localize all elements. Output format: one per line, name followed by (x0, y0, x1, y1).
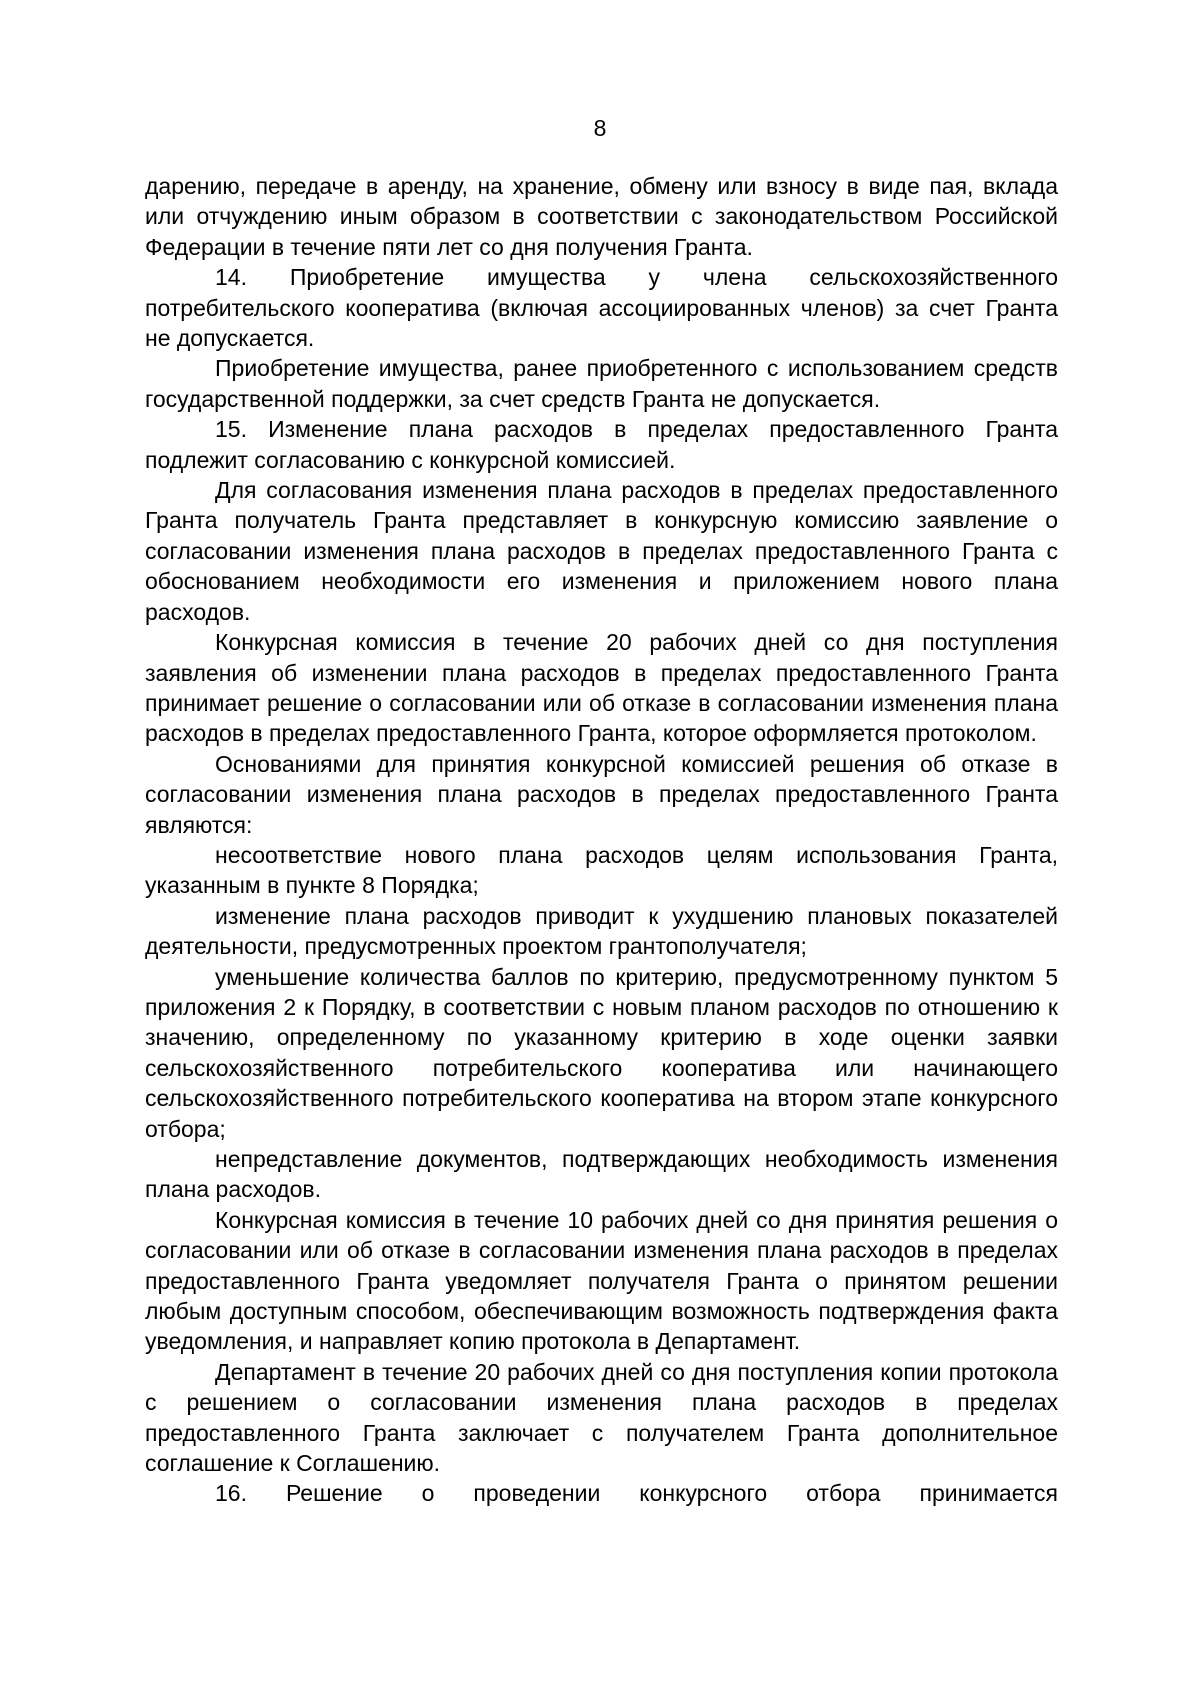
paragraph-item-15: 15. Изменение плана расходов в пределах предоставленного Гранта подлежит согласованию с конкурсной комиссией. (145, 416, 1058, 473)
paragraph: Основаниями для принятия конкурсной комиссией решения об отказе в согласовании изменения плана расходов в пределах предоставленного Гранта являются: (145, 750, 1058, 838)
list-item: уменьшение количества баллов по критерию, предусмотренному пунктом 5 приложения 2 к Порядку, в соответствии с новым планом расходов по отношению к значению, определенному по указанному критерию в ходе оценки заявки сельскохозяйственного потребительского кооператива или начинающего сельскохозяйственного потребительского кооператива на втором этапе конкурсного отбора; (145, 963, 1058, 1142)
list-item: несоответствие нового плана расходов целям использования Гранта, указанным в пункте 8 Порядка; (145, 841, 1058, 899)
paragraph: Для согласования изменения плана расходов в пределах предоставленного Гранта получатель Гранта представляет в конкурсную комиссию заявление о согласовании изменения плана расходов в пределах предоставленного Гранта с обоснованием необходимости его изменения и приложением нового плана расходов. (145, 477, 1058, 625)
list-item: изменение плана расходов приводит к ухудшению плановых показателей деятельности, предусмотренных проектом грантополучателя; (145, 902, 1058, 960)
paragraph: Департамент в течение 20 рабочих дней со дня поступления копии протокола с решением о согласовании изменения плана расходов в пределах предоставленного Гранта заключает с получателем Гранта дополнительное соглашение к Соглашению. (145, 1358, 1058, 1477)
paragraph-continuation: дарению, передаче в аренду, на хранение, обмену или взносу в виде пая, вклада или отчуждению иным образом в соответствии с законодательством Российской Федерации в течение пяти лет со дня получения Гранта. (145, 173, 1058, 260)
paragraph: Конкурсная комиссия в течение 10 рабочих дней со дня принятия решения о согласовании или об отказе в согласовании изменения плана расходов в пределах предоставленного Гранта уведомляет получателя Гранта о принятом решении любым доступным способом, обеспечивающим возможность подтверждения факта уведомления, и направляет копию протокола в Департамент. (145, 1206, 1058, 1355)
paragraph-item-16: 16. Решение о проведении конкурсного отбора принимается (215, 1480, 1058, 1507)
document-body (145, 171, 1058, 1509)
paragraph-item-14: 14. Приобретение имущества у члена сельскохозяйственного потребительского кооператива (включая ассоциированных членов) за счет Гранта не допускается. (145, 264, 1058, 352)
page-number: 8 (593, 115, 607, 141)
paragraph: Конкурсная комиссия в течение 20 рабочих дней со дня поступления заявления об изменении плана расходов в пределах предоставленного Гранта принимает решение о согласовании или об отказе в согласовании изменения плана расходов в пределах предоставленного Гранта, которое оформляется протоколом. (145, 629, 1058, 747)
paragraph: Приобретение имущества, ранее приобретенного с использованием средств государственной поддержки, за счет средств Гранта не допускается. (145, 355, 1058, 412)
list-item: непредставление документов, подтверждающих необходимость изменения плана расходов. (145, 1146, 1058, 1203)
